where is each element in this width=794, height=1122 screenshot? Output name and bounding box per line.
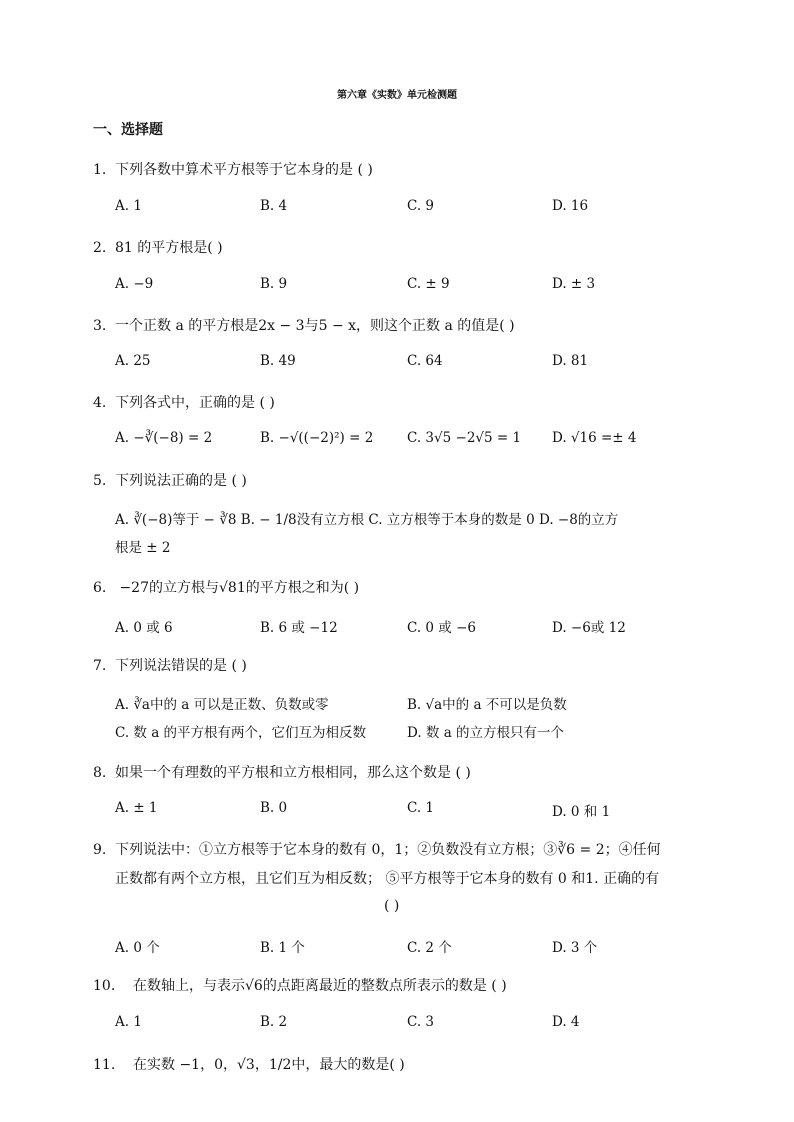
question-number: 5. — [93, 473, 107, 489]
option-a[interactable]: A. ± 1 — [115, 800, 158, 816]
options-3 — [115, 353, 715, 373]
question-number: 2. — [93, 240, 107, 256]
question-stem: 在实数 −1，0，√3，1/2中，最大的数是( ) — [133, 1057, 405, 1073]
question-3 — [93, 315, 515, 335]
option-c[interactable]: C. 数 a 的平方根有两个，它们互为相反数 — [115, 725, 367, 741]
option-a[interactable]: A. 25 — [115, 353, 151, 369]
option-c[interactable]: C. 2 个 — [407, 940, 452, 956]
options-8 — [115, 800, 715, 820]
options-9 — [115, 936, 715, 956]
option-a[interactable]: A. 1 — [115, 1014, 142, 1030]
question-8 — [93, 762, 471, 782]
question-11 — [93, 1054, 405, 1074]
option-c[interactable]: C. 3√5 −2√5 = 1 — [407, 430, 522, 446]
option-b[interactable]: B. √a中的 a 不可以是负数 — [407, 697, 567, 713]
option-d[interactable]: D. 数 a 的立方根只有一个 — [407, 725, 565, 741]
option-b[interactable]: B. 49 — [260, 353, 296, 369]
option-a[interactable]: A. −9 — [115, 276, 154, 292]
page-title: 第六章《实数》单元检测题 — [337, 90, 457, 101]
question-6 — [93, 577, 359, 597]
question-number: 1. — [93, 162, 107, 178]
option-b[interactable]: B. 0 — [260, 800, 288, 816]
option-d[interactable]: D. 81 — [552, 353, 589, 369]
option-d[interactable]: D. 3 个 — [552, 940, 598, 956]
option-d[interactable]: D. √16 =± 4 — [552, 430, 637, 446]
question-stem: 一个正数 a 的平方根是2x − 3与5 − x，则这个正数 a 的值是( ) — [115, 318, 515, 334]
option-b[interactable]: B. −√((−2)²) = 2 — [260, 430, 374, 446]
question-1 — [93, 159, 373, 179]
options-5-line-2: 根是 ± 2 — [115, 540, 171, 556]
option-d[interactable]: D. 4 — [552, 1014, 580, 1030]
option-a[interactable]: A. 0 或 6 — [115, 620, 173, 636]
question-number: 4. — [93, 395, 107, 411]
option-c[interactable]: C. 3 — [407, 1014, 435, 1030]
option-a[interactable]: A. 0 个 — [115, 940, 160, 956]
question-stem: 如果一个有理数的平方根和立方根相同，那么这个数是 ( ) — [115, 765, 471, 781]
option-a[interactable]: A. 1 — [115, 198, 142, 214]
question-number: 9. — [93, 842, 107, 858]
question-stem: 在数轴上，与表示√6的点距离最近的整数点所表示的数是 ( ) — [133, 978, 507, 994]
section-heading: 一、选择题 — [93, 122, 163, 138]
option-c[interactable]: C. 9 — [407, 198, 435, 214]
options-6 — [115, 616, 715, 636]
question-stem: 81 的平方根是( ) — [115, 240, 223, 256]
option-b[interactable]: B. 6 或 −12 — [260, 620, 338, 636]
option-c[interactable]: C. 0 或 −6 — [407, 620, 477, 636]
option-d[interactable]: D. ± 3 — [552, 276, 596, 292]
question-2 — [93, 237, 223, 257]
options-10 — [115, 1014, 715, 1034]
options-4 — [115, 430, 715, 450]
question-5 — [93, 470, 247, 490]
question-number: 7. — [93, 658, 107, 674]
option-c[interactable]: C. 64 — [407, 353, 443, 369]
question-number: 11. — [93, 1057, 116, 1073]
question-stem: 下列各数中算术平方根等于它本身的是 ( ) — [115, 162, 373, 178]
options-7-row-2 — [115, 721, 715, 741]
question-number: 3. — [93, 318, 107, 334]
question-stem: 下列各式中，正确的是 ( ) — [115, 395, 275, 411]
options-1 — [115, 198, 715, 218]
option-a[interactable]: A. ∛a中的 a 可以是正数、负数或零 — [115, 697, 329, 713]
option-d[interactable]: D. 16 — [552, 198, 589, 214]
question-stem: −27的立方根与√81的平方根之和为( ) — [115, 580, 360, 596]
question-number: 10. — [93, 978, 116, 994]
option-b[interactable]: B. 9 — [260, 276, 288, 292]
question-stem: 下列说法正确的是 ( ) — [115, 473, 247, 489]
question-number: 8. — [93, 765, 107, 781]
question-7 — [93, 655, 247, 675]
question-9-line-2: 正数都有两个立方根，且它们互为相反数； ⑤平方根等于它本身的数有 0 和1. 正确的有 — [115, 871, 660, 887]
option-c[interactable]: C. ± 9 — [407, 276, 450, 292]
options-2 — [115, 276, 715, 296]
options-5-line-1[interactable]: A. ∛(−8)等于 − ∛8 B. − 1/8没有立方根 C. 立方根等于本身的数是 0 D. −8的立方 — [115, 512, 619, 528]
question-9-line-3: ( ) — [384, 898, 400, 914]
option-d[interactable]: D. −6或 12 — [552, 620, 626, 636]
option-c[interactable]: C. 1 — [407, 800, 435, 816]
option-d[interactable]: D. 0 和 1 — [552, 804, 611, 820]
option-b[interactable]: B. 2 — [260, 1014, 288, 1030]
option-b[interactable]: B. 4 — [260, 198, 288, 214]
options-7-row-1 — [115, 693, 715, 713]
question-9 — [93, 839, 661, 859]
option-a[interactable]: A. −∛(−8) = 2 — [115, 430, 213, 446]
option-b[interactable]: B. 1 个 — [260, 940, 305, 956]
question-10 — [93, 975, 507, 995]
question-4 — [93, 392, 275, 412]
question-stem: 下列说法中：①立方根等于它本身的数有 0，1；②负数没有立方根；③∛6 = 2；④任何 — [115, 842, 661, 858]
question-number: 6. — [93, 580, 107, 596]
question-stem: 下列说法错误的是 ( ) — [115, 658, 247, 674]
